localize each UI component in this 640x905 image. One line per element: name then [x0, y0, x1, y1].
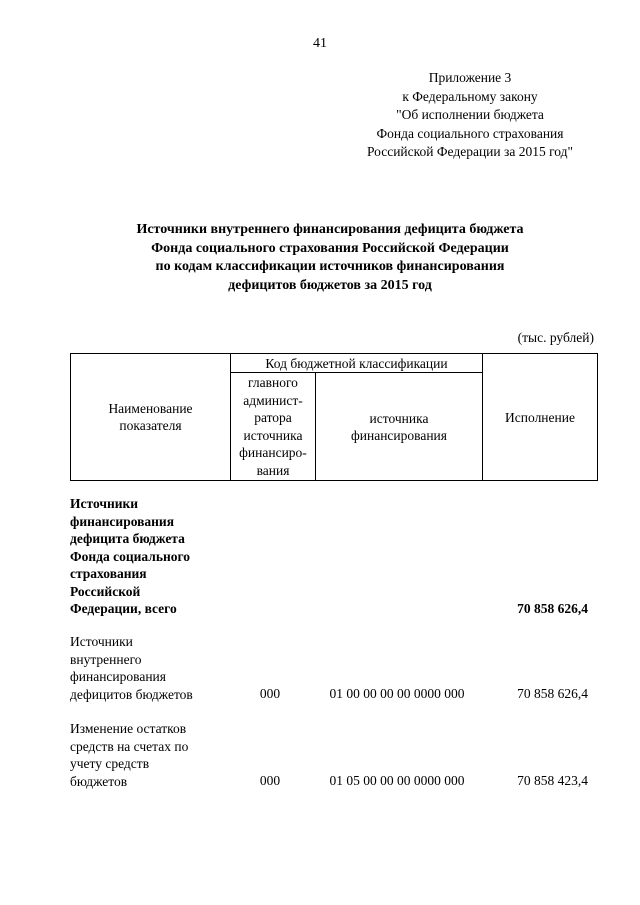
header-name-line: показателя — [119, 418, 182, 433]
row-name-line: внутреннего — [70, 651, 142, 667]
table-row — [70, 495, 598, 618]
row-name-line: страхования — [70, 566, 147, 581]
header-admin — [231, 373, 316, 481]
row-name — [70, 495, 225, 618]
header-admin-line: ратора — [254, 410, 292, 425]
appendix-line: Фонда социального страхования — [376, 125, 564, 141]
row-name-line: Источники — [70, 496, 139, 511]
row-name-line: финансирования — [70, 669, 166, 684]
appendix-line: к Федеральному закону — [402, 88, 538, 104]
row-name-line: учету средств — [70, 756, 150, 771]
row-name-line: Российской — [70, 583, 141, 599]
table-row — [70, 720, 598, 790]
header-admin-line: главного — [248, 375, 298, 390]
header-execution: Исполнение — [483, 354, 598, 481]
document-title — [90, 221, 570, 295]
row-name — [70, 633, 225, 703]
title-line: Фонда социального страхования Российской Федерации — [151, 240, 509, 256]
row-value: 70 858 423,4 — [517, 773, 588, 788]
row-value: 70 858 626,4 — [517, 686, 588, 701]
header-admin-line: источника — [243, 427, 303, 443]
row-name-line: Федерации, всего — [70, 601, 177, 616]
appendix-note — [340, 69, 600, 162]
row-source-code: 01 05 00 00 00 0000 000 — [329, 773, 465, 788]
row-name-line: дефицитов бюджетов — [70, 686, 193, 702]
appendix-line: "Об исполнении бюджета — [396, 107, 544, 122]
header-admin-line: финансиро- — [239, 445, 307, 460]
row-name-line: средств на счетах по — [70, 738, 189, 754]
units-label: (тыс. рублей) — [517, 330, 594, 345]
row-name-line: финансирования — [70, 513, 175, 529]
appendix-line: Приложение 3 — [428, 70, 512, 85]
header-admin-line: админист- — [243, 392, 303, 408]
row-admin-code: 000 — [259, 686, 281, 701]
row-value: 70 858 626,4 — [517, 601, 588, 616]
appendix-line: Российской Федерации за 2015 год" — [366, 144, 574, 159]
table-row — [70, 633, 598, 703]
page-number: 41 — [313, 36, 327, 51]
row-source-code: 01 00 00 00 00 0000 000 — [329, 686, 465, 701]
row-name-line: Изменение остатков — [70, 721, 187, 736]
header-name-line: Наименование — [108, 401, 193, 416]
header-source-line: финансирования — [351, 427, 447, 443]
header-source-line: источника — [369, 410, 429, 426]
title-line: дефицитов бюджетов за 2015 год — [228, 277, 432, 293]
row-name-line: бюджетов — [70, 773, 128, 789]
title-line: Источники внутреннего финансирования дефицита бюджета — [136, 222, 524, 237]
row-admin-code: 000 — [259, 773, 281, 788]
header-source — [316, 373, 483, 481]
title-line: по кодам классификации источников финансирования — [155, 259, 505, 274]
row-name-line: Источники — [70, 634, 133, 649]
header-name — [71, 354, 231, 481]
header-admin-line: вания — [256, 462, 290, 478]
row-name — [70, 720, 225, 790]
header-code-group: Код бюджетной классификации — [231, 354, 483, 373]
row-name-line: Фонда социального — [70, 548, 191, 564]
row-name-line: дефицита бюджета — [70, 531, 185, 546]
table-header — [70, 353, 598, 481]
